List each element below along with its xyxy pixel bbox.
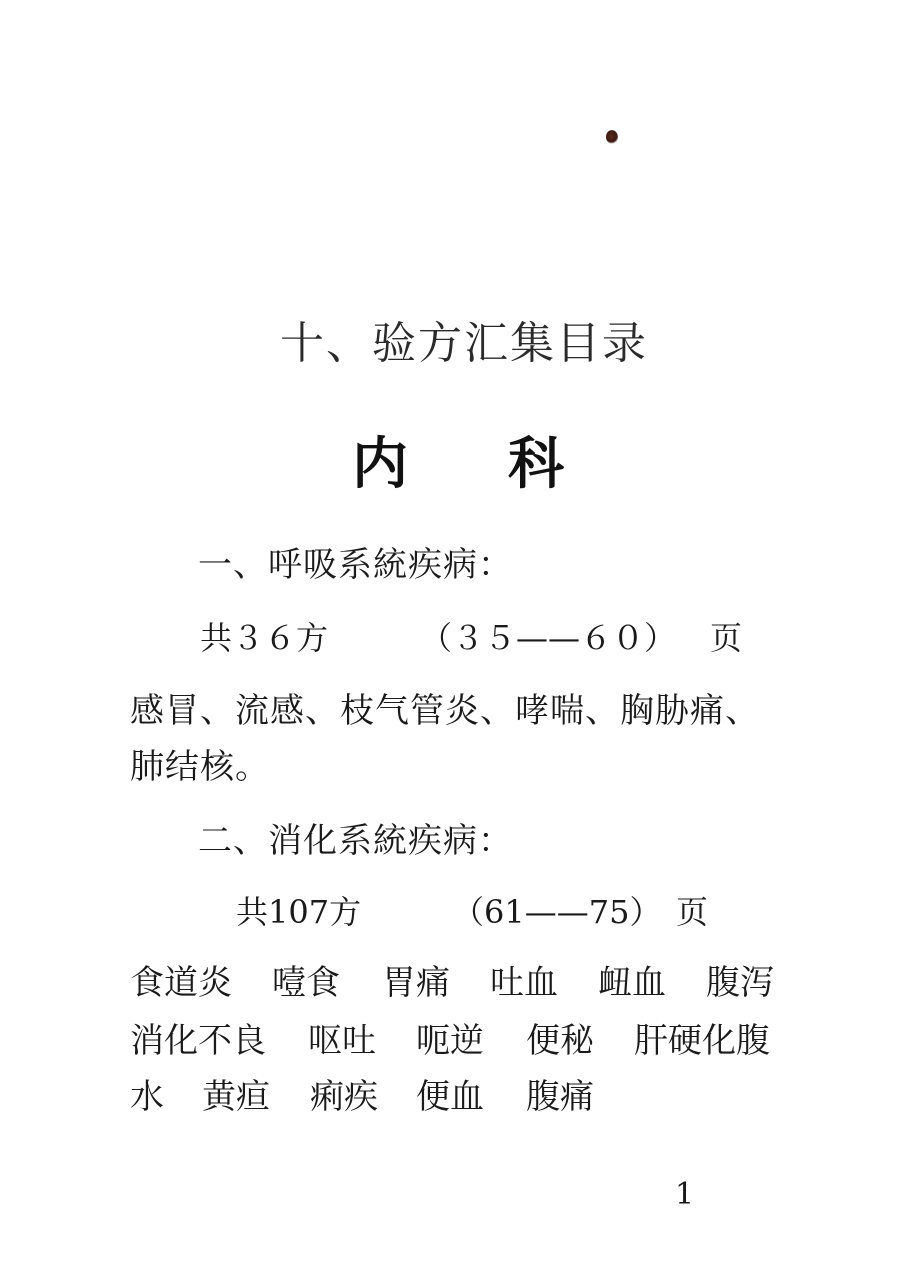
ink-speck [606,130,618,144]
list-item: 黄疸 [202,1077,270,1117]
list-item: 衄血 [598,963,666,1003]
list-item: 消化不良 [130,1021,266,1061]
page-suffix: 页 [710,619,743,657]
count-row-respiratory [0,619,909,662]
count-row-digestive [0,893,909,936]
page-range: （61——75） [452,893,662,931]
list-item: 噎食 [272,963,340,1003]
list-item: 腹泻 [706,963,774,1003]
section-heading-digestive: 二、消化系統疾病： [198,821,513,861]
list-item: 便秘 [526,1021,594,1061]
list-item: 水 [130,1077,164,1117]
section-heading-respiratory: 一、呼吸系統疾病： [198,545,513,585]
list-item: 食道炎 [130,963,232,1003]
list-item: 便血 [416,1077,484,1117]
page-range: （３５——６０） [420,619,677,657]
subtitle-right: 科 [508,431,568,497]
list-item: 肝硬化腹 [634,1021,770,1061]
page-title: 十、验方汇集目录 [280,318,648,369]
items-respiratory-line2: 肺结核。 [130,747,270,787]
section-subtitle [352,431,568,497]
page-number: 1 [675,1177,695,1212]
list-item: 痢疾 [310,1077,378,1117]
list-item: 呕吐 [308,1021,376,1061]
list-item: 胃痛 [382,963,450,1003]
list-item: 吐血 [490,963,558,1003]
count-label: 共107方 [236,893,362,931]
page-suffix: 页 [676,893,709,931]
list-item: 呃逆 [416,1021,484,1061]
list-item: 腹痛 [526,1077,594,1117]
subtitle-left: 内 [352,431,412,497]
count-label: 共３６方 [200,619,329,657]
items-respiratory-line1: 感冒、流感、枝气管炎、哮喘、胸胁痛、 [130,691,760,731]
